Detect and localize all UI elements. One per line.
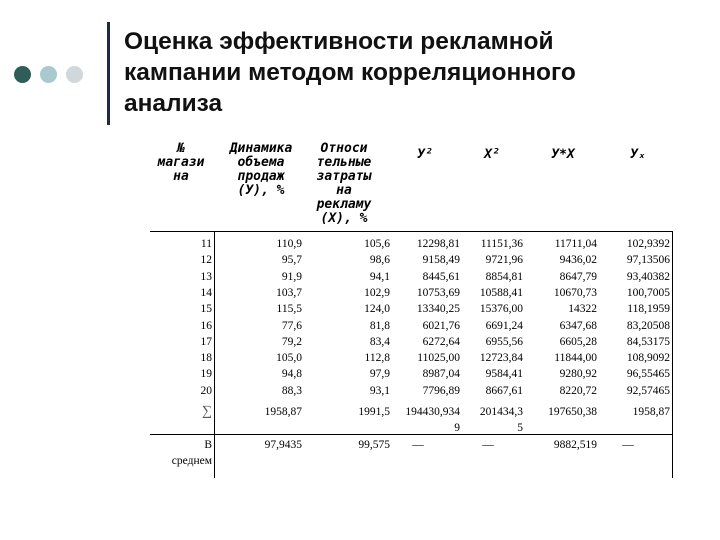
- cell-yhat: 93,40382: [626, 270, 670, 283]
- cell-yx: 11711,04: [554, 238, 597, 250]
- sum-y2-line1: 194430,934: [405, 406, 460, 418]
- cell-costs: 102,9: [364, 286, 390, 299]
- average-label-line2: среднем: [171, 455, 212, 467]
- header-costs: Относи тельные затраты на рекламу (Х), %: [316, 141, 372, 226]
- col-divider: [672, 231, 673, 478]
- cell-yhat: 83,20508: [626, 319, 670, 332]
- cell-x2: 8854,81: [485, 270, 523, 283]
- cell-costs: 83,4: [369, 335, 390, 348]
- cell-costs: 81,8: [369, 319, 390, 332]
- cell-x2: 10588,41: [479, 286, 523, 299]
- title-line-2: кампании методом корреляционного: [124, 59, 576, 86]
- header-x2: Х²: [484, 147, 500, 162]
- cell-x2: 9721,96: [485, 254, 523, 267]
- cell-yx: 9436,02: [559, 254, 597, 267]
- cell-store-number: 14: [200, 286, 212, 299]
- average-costs: 99,575: [358, 439, 390, 451]
- cell-x2: 11151,36: [480, 238, 523, 250]
- average-sales: 97,9435: [264, 439, 302, 451]
- cell-sales: 77,6: [281, 319, 302, 332]
- cell-yx: 6605,28: [559, 335, 597, 348]
- title-divider: [107, 22, 110, 125]
- cell-yhat: 84,53175: [626, 335, 670, 348]
- cell-store-number: 11: [200, 238, 212, 250]
- header-yhat: Уₓ: [630, 147, 646, 162]
- sum-costs: 1991,5: [358, 406, 390, 418]
- cell-y2: 9158,49: [422, 254, 460, 267]
- cell-store-number: 17: [200, 335, 212, 348]
- cell-y2: 12298,81: [416, 238, 460, 250]
- cell-store-number: 19: [200, 368, 212, 381]
- average-y2: —: [412, 439, 424, 451]
- cell-yx: 11844,00: [554, 352, 597, 365]
- average-yx: 9882,519: [553, 439, 597, 451]
- cell-costs: 105,6: [364, 238, 390, 250]
- cell-y2: 11025,00: [417, 352, 460, 365]
- title-line-1: Оценка эффективности рекламной: [124, 28, 554, 55]
- cell-costs: 94,1: [369, 270, 390, 283]
- sum-yx: 197650,38: [548, 406, 597, 418]
- cell-y2: 6272,64: [422, 335, 460, 348]
- slide-title: [124, 26, 704, 119]
- header-rule: [150, 231, 673, 232]
- header-store: № магази на: [157, 141, 205, 184]
- cell-store-number: 18: [200, 352, 212, 365]
- sum-sales: 1958,87: [264, 406, 302, 418]
- cell-store-number: 16: [200, 319, 212, 332]
- cell-yx: 8220,72: [559, 384, 597, 397]
- cell-y2: 7796,89: [422, 384, 460, 397]
- sum-y2-line2: 9: [454, 422, 460, 434]
- cell-yx: 9280,92: [559, 368, 597, 381]
- cell-yhat: 108,9092: [626, 352, 670, 365]
- dot-light-blue: [40, 66, 57, 83]
- cell-store-number: 13: [200, 270, 212, 283]
- cell-costs: 93,1: [369, 384, 390, 397]
- dot-light-gray: [66, 66, 83, 83]
- cell-costs: 112,8: [364, 352, 390, 365]
- cell-y2: 13340,25: [416, 303, 460, 316]
- cell-x2: 12723,84: [479, 352, 523, 365]
- cell-y2: 6021,76: [422, 319, 460, 332]
- title-line-3: анализа: [124, 90, 223, 117]
- sum-x2-line2: 5: [517, 422, 523, 434]
- cell-sales: 79,2: [281, 335, 302, 348]
- cell-yhat: 100,7005: [626, 286, 670, 299]
- cell-sales: 115,5: [276, 303, 302, 316]
- cell-yx: 14322: [568, 303, 597, 316]
- cell-sales: 88,3: [281, 384, 302, 397]
- cell-yx: 6347,68: [559, 319, 597, 332]
- cell-sales: 105,0: [276, 352, 302, 365]
- cell-sales: 94,8: [281, 368, 302, 381]
- cell-yx: 8647,79: [559, 270, 597, 283]
- cell-costs: 97,9: [369, 368, 390, 381]
- cell-y2: 8987,04: [422, 368, 460, 381]
- cell-sales: 103,7: [276, 286, 302, 299]
- average-yhat: —: [622, 439, 634, 451]
- cell-store-number: 12: [200, 254, 212, 267]
- header-sales: Динамика объема продаж (У), %: [229, 141, 293, 198]
- cell-x2: 8667,61: [485, 384, 523, 397]
- cell-x2: 6691,24: [485, 319, 523, 332]
- cell-x2: 15376,00: [479, 303, 523, 316]
- cell-sales: 91,9: [281, 270, 302, 283]
- cell-yhat: 102,9392: [626, 238, 670, 250]
- cell-sales: 110,9: [276, 238, 302, 250]
- cell-store-number: 20: [200, 384, 212, 397]
- cell-store-number: 15: [200, 303, 212, 316]
- sum-symbol: ∑: [202, 404, 212, 419]
- col-divider: [214, 231, 215, 478]
- cell-costs: 98,6: [369, 254, 390, 267]
- header-yx: У*Х: [551, 147, 575, 162]
- cell-x2: 6955,56: [485, 335, 523, 348]
- average-label-line1: В: [204, 439, 212, 451]
- average-x2: —: [482, 439, 494, 451]
- cell-yhat: 92,57465: [626, 384, 670, 397]
- cell-costs: 124,0: [364, 303, 390, 316]
- header-y2: У²: [417, 147, 433, 162]
- sum-x2-line1: 201434,3: [479, 406, 523, 418]
- cell-yx: 10670,73: [553, 286, 597, 299]
- cell-yhat: 97,13506: [626, 254, 670, 267]
- cell-y2: 8445,61: [422, 270, 460, 283]
- cell-y2: 10753,69: [416, 286, 460, 299]
- cell-sales: 95,7: [281, 254, 302, 267]
- sum-yhat: 1958,87: [632, 406, 670, 418]
- cell-x2: 9584,41: [485, 368, 523, 381]
- dot-dark: [14, 66, 31, 83]
- cell-yhat: 118,1959: [627, 303, 670, 316]
- cell-yhat: 96,55465: [626, 368, 670, 381]
